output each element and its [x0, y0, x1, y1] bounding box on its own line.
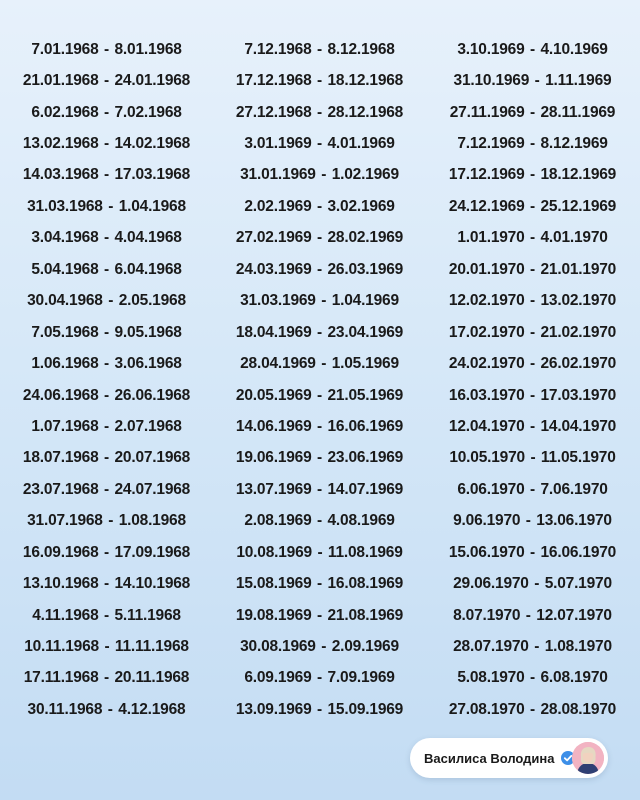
range-separator: -	[104, 575, 109, 593]
range-start-date: 16.09.1968	[22, 543, 99, 561]
date-column-1	[0, 34, 213, 726]
range-end-date: 1.08.1970	[544, 638, 612, 656]
range-separator: -	[108, 512, 114, 530]
range-start-date: 7.12.1968	[244, 40, 312, 58]
date-range-row	[426, 34, 639, 65]
range-start-date: 27.12.1968	[235, 103, 312, 121]
range-end-date: 13.06.1970	[536, 512, 612, 530]
range-separator: -	[321, 638, 327, 656]
range-separator: -	[321, 355, 327, 373]
date-range-row	[0, 537, 213, 568]
date-range-row	[0, 443, 213, 474]
range-start-date: 13.10.1968	[22, 575, 99, 593]
range-end-date: 20.07.1968	[114, 449, 191, 467]
range-end-date: 4.01.1970	[540, 229, 608, 247]
date-range-row	[213, 380, 426, 411]
date-range-row	[426, 128, 639, 159]
range-separator: -	[317, 197, 322, 215]
range-separator: -	[104, 135, 109, 153]
date-range-row	[426, 631, 639, 662]
range-start-date: 7.12.1969	[457, 135, 525, 153]
range-separator: -	[317, 606, 322, 624]
range-end-date: 6.04.1968	[114, 260, 182, 278]
range-separator: -	[104, 323, 109, 341]
range-end-date: 24.01.1968	[114, 72, 191, 90]
range-start-date: 6.06.1970	[457, 480, 525, 498]
range-separator: -	[321, 166, 327, 184]
range-start-date: 24.06.1968	[22, 386, 99, 404]
range-separator: -	[530, 166, 535, 184]
range-end-date: 9.05.1968	[114, 323, 182, 341]
range-start-date: 5.04.1968	[31, 260, 99, 278]
date-range-row	[0, 223, 213, 254]
date-range-row	[213, 286, 426, 317]
range-separator: -	[104, 40, 109, 58]
range-end-date: 25.12.1969	[540, 197, 617, 215]
date-range-row	[0, 663, 213, 694]
date-range-row	[426, 223, 639, 254]
avatar-portrait-icon	[572, 742, 604, 774]
range-start-date: 3.01.1969	[244, 135, 312, 153]
range-end-date: 14.07.1969	[327, 480, 404, 498]
date-range-row	[0, 128, 213, 159]
date-range-row	[0, 97, 213, 128]
range-end-date: 3.02.1969	[327, 197, 395, 215]
range-separator: -	[530, 417, 535, 435]
range-end-date: 26.06.1968	[114, 386, 191, 404]
range-start-date: 31.07.1968	[27, 512, 103, 530]
range-end-date: 8.01.1968	[114, 40, 182, 58]
range-end-date: 15.09.1969	[327, 700, 404, 718]
date-range-row	[213, 443, 426, 474]
range-end-date: 2.07.1968	[114, 417, 182, 435]
range-separator: -	[317, 669, 322, 687]
range-end-date: 4.12.1968	[118, 700, 186, 718]
date-range-row	[426, 286, 639, 317]
range-separator: -	[317, 72, 322, 90]
range-end-date: 3.06.1968	[114, 355, 182, 373]
range-start-date: 17.12.1969	[448, 166, 525, 184]
range-start-date: 28.07.1970	[453, 638, 529, 656]
range-end-date: 11.08.1969	[327, 543, 403, 561]
range-separator: -	[534, 72, 540, 90]
range-start-date: 19.06.1969	[235, 449, 312, 467]
range-separator: -	[108, 292, 114, 310]
date-range-row	[0, 254, 213, 285]
range-start-date: 15.08.1969	[235, 575, 312, 593]
range-start-date: 6.09.1969	[244, 669, 312, 687]
range-end-date: 11.05.1970	[540, 449, 616, 467]
range-separator: -	[317, 260, 322, 278]
range-separator: -	[317, 449, 322, 467]
range-separator: -	[530, 669, 535, 687]
range-separator: -	[104, 449, 109, 467]
range-separator: -	[530, 386, 535, 404]
date-range-row	[213, 506, 426, 537]
range-start-date: 4.11.1968	[32, 606, 99, 624]
date-range-row	[213, 34, 426, 65]
range-start-date: 24.02.1970	[448, 355, 525, 373]
date-range-row	[213, 474, 426, 505]
range-start-date: 3.04.1968	[31, 229, 99, 247]
range-separator: -	[317, 512, 322, 530]
range-start-date: 7.01.1968	[31, 40, 99, 58]
date-range-row	[213, 254, 426, 285]
date-range-row	[0, 317, 213, 348]
range-start-date: 24.12.1969	[448, 197, 525, 215]
range-start-date: 18.04.1969	[235, 323, 312, 341]
date-range-row	[426, 411, 639, 442]
range-end-date: 1.04.1968	[118, 197, 186, 215]
range-end-date: 2.09.1969	[331, 638, 399, 656]
range-separator: -	[317, 323, 322, 341]
range-end-date: 18.12.1968	[327, 72, 404, 90]
range-end-date: 7.02.1968	[114, 103, 182, 121]
range-separator: -	[104, 606, 109, 624]
date-column-2	[213, 34, 426, 726]
range-end-date: 28.11.1969	[540, 103, 616, 121]
date-range-row	[0, 506, 213, 537]
date-range-row	[213, 600, 426, 631]
date-range-row	[213, 128, 426, 159]
range-end-date: 2.05.1968	[118, 292, 186, 310]
range-separator: -	[317, 135, 322, 153]
range-start-date: 15.06.1970	[448, 543, 525, 561]
date-range-row	[0, 348, 213, 379]
range-end-date: 1.04.1969	[331, 292, 399, 310]
range-separator: -	[104, 386, 109, 404]
range-end-date: 4.10.1969	[540, 40, 608, 58]
date-range-row	[213, 631, 426, 662]
range-separator: -	[317, 543, 323, 561]
range-start-date: 21.01.1968	[22, 72, 99, 90]
date-column-3	[426, 34, 639, 726]
range-end-date: 4.01.1969	[327, 135, 395, 153]
range-start-date: 12.04.1970	[448, 417, 525, 435]
range-end-date: 21.01.1970	[540, 260, 617, 278]
range-end-date: 23.04.1969	[327, 323, 404, 341]
range-separator: -	[104, 480, 109, 498]
range-separator: -	[530, 135, 535, 153]
range-start-date: 1.07.1968	[31, 417, 99, 435]
date-range-row	[426, 191, 639, 222]
range-separator: -	[530, 40, 535, 58]
date-range-row	[426, 380, 639, 411]
range-separator: -	[107, 700, 113, 718]
author-name: Василиса Володина	[424, 750, 555, 766]
range-start-date: 29.06.1970	[453, 575, 529, 593]
range-start-date: 13.09.1969	[235, 700, 312, 718]
date-range-row	[426, 537, 639, 568]
date-range-row	[213, 663, 426, 694]
range-separator: -	[104, 103, 109, 121]
range-separator: -	[104, 669, 109, 687]
range-start-date: 10.08.1969	[236, 543, 312, 561]
date-range-row	[426, 160, 639, 191]
date-range-row	[213, 317, 426, 348]
date-range-row	[0, 631, 213, 662]
range-start-date: 30.04.1968	[27, 292, 103, 310]
date-range-row	[426, 65, 639, 96]
range-start-date: 27.08.1970	[448, 700, 525, 718]
range-separator: -	[104, 417, 109, 435]
range-end-date: 28.08.1970	[540, 700, 617, 718]
range-start-date: 30.11.1968	[27, 700, 103, 718]
range-separator: -	[530, 197, 535, 215]
range-separator: -	[317, 575, 322, 593]
author-badge[interactable]	[410, 738, 608, 778]
date-range-row	[426, 443, 639, 474]
range-end-date: 5.11.1968	[114, 606, 181, 624]
range-start-date: 27.02.1969	[235, 229, 312, 247]
range-start-date: 18.07.1968	[22, 449, 99, 467]
range-start-date: 20.05.1969	[235, 386, 312, 404]
range-separator: -	[104, 229, 109, 247]
range-end-date: 16.06.1970	[540, 543, 617, 561]
range-end-date: 28.02.1969	[327, 229, 404, 247]
date-range-row	[213, 537, 426, 568]
range-end-date: 7.09.1969	[327, 669, 395, 687]
range-separator: -	[104, 166, 109, 184]
range-separator: -	[525, 512, 531, 530]
date-range-row	[213, 694, 426, 725]
range-end-date: 20.11.1968	[114, 669, 190, 687]
range-end-date: 17.03.1968	[114, 166, 191, 184]
range-separator: -	[104, 260, 109, 278]
date-range-row	[213, 97, 426, 128]
range-start-date: 17.11.1968	[23, 669, 99, 687]
range-separator: -	[317, 386, 322, 404]
range-start-date: 8.07.1970	[453, 606, 521, 624]
date-range-row	[426, 506, 639, 537]
date-range-row	[426, 694, 639, 725]
range-separator: -	[104, 543, 109, 561]
date-range-row	[426, 568, 639, 599]
range-start-date: 17.02.1970	[448, 323, 525, 341]
range-separator: -	[530, 449, 536, 467]
range-start-date: 10.05.1970	[449, 449, 525, 467]
date-range-row	[426, 254, 639, 285]
date-range-row	[0, 600, 213, 631]
range-end-date: 6.08.1970	[540, 669, 608, 687]
date-range-row	[213, 191, 426, 222]
range-start-date: 23.07.1968	[22, 480, 99, 498]
range-separator: -	[317, 417, 322, 435]
range-separator: -	[317, 229, 322, 247]
range-end-date: 26.02.1970	[540, 355, 617, 373]
range-start-date: 30.08.1969	[240, 638, 316, 656]
range-end-date: 12.07.1970	[536, 606, 612, 624]
range-end-date: 14.04.1970	[540, 417, 617, 435]
range-separator: -	[317, 480, 322, 498]
date-range-row	[0, 474, 213, 505]
range-end-date: 7.06.1970	[540, 480, 608, 498]
date-range-row	[0, 568, 213, 599]
range-separator: -	[317, 40, 322, 58]
range-separator: -	[317, 103, 322, 121]
range-separator: -	[530, 543, 535, 561]
range-start-date: 31.01.1969	[240, 166, 316, 184]
range-start-date: 31.10.1969	[453, 72, 530, 90]
range-start-date: 13.02.1968	[22, 135, 99, 153]
range-end-date: 18.12.1969	[540, 166, 617, 184]
range-end-date: 13.02.1970	[540, 292, 617, 310]
range-separator: -	[525, 606, 531, 624]
range-end-date: 21.05.1969	[327, 386, 404, 404]
date-range-row	[213, 568, 426, 599]
range-start-date: 7.05.1968	[31, 323, 99, 341]
range-separator: -	[530, 260, 535, 278]
date-range-row	[0, 286, 213, 317]
range-start-date: 13.07.1969	[235, 480, 312, 498]
date-range-row	[426, 317, 639, 348]
range-start-date: 14.03.1968	[22, 166, 99, 184]
range-start-date: 9.06.1970	[453, 512, 521, 530]
range-start-date: 10.11.1968	[24, 638, 99, 656]
range-end-date: 17.09.1968	[114, 543, 191, 561]
date-range-row	[0, 380, 213, 411]
range-start-date: 17.12.1968	[235, 72, 312, 90]
date-range-row	[0, 411, 213, 442]
range-end-date: 28.12.1968	[327, 103, 404, 121]
range-separator: -	[104, 638, 110, 656]
range-end-date: 14.10.1968	[114, 575, 191, 593]
range-end-date: 1.08.1968	[118, 512, 186, 530]
date-range-row	[426, 474, 639, 505]
range-end-date: 24.07.1968	[114, 480, 191, 498]
range-end-date: 21.08.1969	[327, 606, 404, 624]
range-end-date: 16.08.1969	[327, 575, 404, 593]
date-range-row	[213, 223, 426, 254]
range-separator: -	[530, 292, 535, 310]
range-end-date: 1.02.1969	[331, 166, 399, 184]
range-end-date: 11.11.1968	[114, 638, 189, 656]
range-separator: -	[530, 700, 535, 718]
range-separator: -	[530, 323, 535, 341]
date-range-row	[426, 600, 639, 631]
date-range-row	[0, 191, 213, 222]
avatar[interactable]	[572, 742, 604, 774]
date-range-row	[0, 34, 213, 65]
range-end-date: 8.12.1968	[327, 40, 395, 58]
range-separator: -	[108, 197, 114, 215]
range-separator: -	[534, 575, 540, 593]
range-separator: -	[530, 229, 535, 247]
range-end-date: 17.03.1970	[540, 386, 617, 404]
date-range-row	[213, 411, 426, 442]
range-start-date: 1.01.1970	[457, 229, 525, 247]
range-end-date: 14.02.1968	[114, 135, 191, 153]
range-start-date: 5.08.1970	[457, 669, 525, 687]
range-start-date: 1.06.1968	[31, 355, 99, 373]
range-separator: -	[317, 700, 322, 718]
range-start-date: 28.04.1969	[240, 355, 316, 373]
range-end-date: 1.05.1969	[331, 355, 399, 373]
range-start-date: 27.11.1969	[449, 103, 525, 121]
date-range-row	[213, 348, 426, 379]
range-end-date: 4.04.1968	[114, 229, 182, 247]
range-end-date: 8.12.1969	[540, 135, 608, 153]
range-start-date: 16.03.1970	[448, 386, 525, 404]
range-separator: -	[530, 103, 535, 121]
range-start-date: 31.03.1968	[27, 197, 103, 215]
range-end-date: 23.06.1969	[327, 449, 404, 467]
range-start-date: 14.06.1969	[235, 417, 312, 435]
range-separator: -	[530, 355, 535, 373]
date-range-row	[213, 65, 426, 96]
range-start-date: 3.10.1969	[457, 40, 525, 58]
range-end-date: 26.03.1969	[327, 260, 404, 278]
date-range-row	[426, 663, 639, 694]
range-separator: -	[104, 355, 109, 373]
range-start-date: 19.08.1969	[235, 606, 312, 624]
range-start-date: 24.03.1969	[235, 260, 312, 278]
date-range-row	[426, 348, 639, 379]
range-start-date: 2.08.1969	[244, 512, 312, 530]
range-start-date: 20.01.1970	[448, 260, 525, 278]
range-separator: -	[321, 292, 327, 310]
range-end-date: 16.06.1969	[327, 417, 404, 435]
range-start-date: 6.02.1968	[31, 103, 99, 121]
date-range-row	[426, 97, 639, 128]
date-range-row	[0, 65, 213, 96]
range-end-date: 4.08.1969	[327, 512, 395, 530]
date-range-row	[213, 160, 426, 191]
range-separator: -	[530, 480, 535, 498]
range-separator: -	[104, 72, 109, 90]
range-end-date: 21.02.1970	[540, 323, 617, 341]
date-range-row	[0, 160, 213, 191]
range-start-date: 31.03.1969	[240, 292, 316, 310]
range-start-date: 12.02.1970	[448, 292, 525, 310]
range-end-date: 1.11.1969	[545, 72, 612, 90]
range-end-date: 5.07.1970	[544, 575, 612, 593]
range-start-date: 2.02.1969	[244, 197, 312, 215]
date-range-row	[0, 694, 213, 725]
range-separator: -	[534, 638, 540, 656]
